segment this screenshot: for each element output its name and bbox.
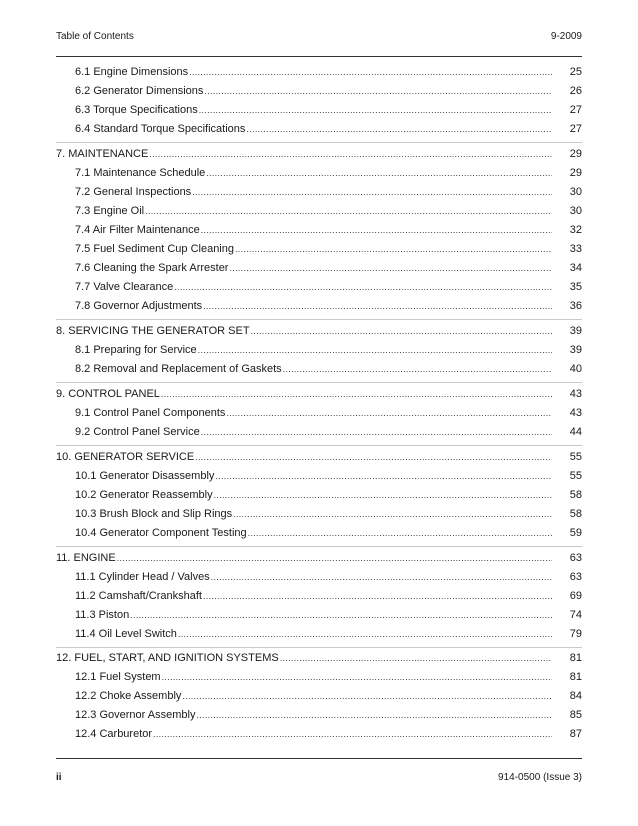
toc-entry-page: 27 [569,104,582,116]
toc-entry-title: 7.8 Governor Adjustments [75,300,203,312]
toc-leader [174,282,552,292]
toc-leader [145,206,552,216]
toc-entry-page: 74 [569,609,582,621]
toc-entry[interactable] [56,609,582,625]
toc-entry[interactable] [56,470,582,486]
toc-section-page: 63 [569,552,582,564]
toc-entry-page: 30 [569,205,582,217]
toc-leader [233,509,552,519]
toc-entry[interactable] [56,224,582,240]
toc-leader [246,124,552,134]
toc-entry-title: 12.1 Fuel System [75,671,161,683]
toc-leader [229,263,552,273]
section-divider [56,319,582,320]
toc-leader [130,610,552,620]
toc-entry[interactable] [56,508,582,524]
toc-entry-title: 10.4 Generator Component Testing [75,527,247,539]
toc-entry-title: 11.4 Oil Level Switch [75,628,177,640]
toc-section[interactable] [56,148,582,164]
toc-entry[interactable] [56,728,582,744]
toc-section-page: 29 [569,148,582,160]
toc-section[interactable] [56,652,582,668]
toc-entry[interactable] [56,590,582,606]
toc-entry-title: 12.2 Choke Assembly [75,690,182,702]
toc-entry-title: 7.7 Valve Clearance [75,281,174,293]
toc-entry-title: 10.3 Brush Block and Slip Rings [75,508,233,520]
toc-leader [195,452,552,462]
toc-entry[interactable] [56,262,582,278]
toc-entry-title: 6.2 Generator Dimensions [75,85,204,97]
toc-entry[interactable] [56,85,582,101]
header-rule [56,56,582,57]
toc-entry[interactable] [56,300,582,316]
page-number: ii [56,772,62,783]
toc-section-title: 12. FUEL, START, AND IGNITION SYSTEMS [56,652,279,664]
section-divider [56,546,582,547]
toc-entry-page: 27 [569,123,582,135]
toc-entry[interactable] [56,628,582,644]
toc-entry[interactable] [56,571,582,587]
toc-entry[interactable] [56,205,582,221]
section-divider [56,142,582,143]
toc-entry-page: 43 [569,407,582,419]
toc-leader [248,528,552,538]
toc-entry-title: 7.3 Engine Oil [75,205,145,217]
section-divider [56,647,582,648]
toc-entry[interactable] [56,426,582,442]
toc-leader [204,86,552,96]
toc-section-title: 11. ENGINE [56,552,116,564]
toc-entry-title: 8.2 Removal and Replacement of Gaskets [75,363,282,375]
toc-leader [235,244,552,254]
toc-entry-page: 63 [569,571,582,583]
toc-entry-page: 81 [569,671,582,683]
toc-entry-title: 6.4 Standard Torque Specifications [75,123,246,135]
toc-section[interactable] [56,552,582,568]
toc-entry-page: 35 [569,281,582,293]
toc-leader [206,168,552,178]
page-header [56,31,582,47]
toc-section-title: 10. GENERATOR SERVICE [56,451,195,463]
toc-entry-page: 39 [569,344,582,356]
toc-entry-title: 6.3 Torque Specifications [75,104,198,116]
toc-entry[interactable] [56,671,582,687]
toc-entry-page: 85 [569,709,582,721]
toc-leader [182,691,552,701]
toc-section[interactable] [56,325,582,341]
toc-leader [153,729,552,739]
toc-entry[interactable] [56,527,582,543]
toc-entry-page: 84 [569,690,582,702]
toc-leader [251,326,552,336]
toc-entry-title: 7.6 Cleaning the Spark Arrester [75,262,229,274]
toc-leader [199,105,552,115]
toc-entry-page: 58 [569,489,582,501]
toc-entry[interactable] [56,363,582,379]
toc-entry-page: 69 [569,590,582,602]
header-date: 9-2009 [550,31,582,42]
toc-entry[interactable] [56,281,582,297]
toc-entry[interactable] [56,489,582,505]
toc-entry-title: 11.2 Camshaft/Crankshaft [75,590,202,602]
toc-leader [192,187,552,197]
toc-entry-title: 12.4 Carburetor [75,728,153,740]
toc-entry[interactable] [56,186,582,202]
toc-leader [203,301,552,311]
toc-entry-title: 11.3 Piston [75,609,130,621]
toc-entry-title: 9.2 Control Panel Service [75,426,200,438]
toc-entry-page: 34 [569,262,582,274]
toc-entry-page: 25 [569,66,582,78]
document-number: 914-0500 (Issue 3) [498,772,582,783]
toc-entry[interactable] [56,407,582,423]
toc-entry-page: 59 [569,527,582,539]
toc-entry-title: 12.3 Governor Assembly [75,709,196,721]
toc-entry[interactable] [56,104,582,120]
toc-leader [198,345,552,355]
toc-leader [226,408,552,418]
toc-entry[interactable] [56,709,582,725]
toc-leader [178,629,552,639]
toc-leader [203,591,552,601]
toc-entry-title: 11.1 Cylinder Head / Valves [75,571,210,583]
toc-entry[interactable] [56,243,582,259]
toc-entry-page: 87 [569,728,582,740]
toc-section[interactable] [56,451,582,467]
toc-section-page: 55 [569,451,582,463]
toc-entry-page: 33 [569,243,582,255]
toc-entry-page: 44 [569,426,582,438]
footer-rule [56,758,582,759]
toc-leader [201,225,552,235]
toc-entry-page: 36 [569,300,582,312]
toc-section-title: 9. CONTROL PANEL [56,388,160,400]
toc-entry-title: 10.1 Generator Disassembly [75,470,215,482]
toc-leader [214,490,552,500]
toc-entry-title: 8.1 Preparing for Service [75,344,197,356]
toc-section-page: 39 [569,325,582,337]
toc-leader [149,149,552,159]
toc-leader [189,67,552,77]
section-divider [56,382,582,383]
toc-entry-title: 10.2 Generator Reassembly [75,489,213,501]
toc-section-page: 81 [569,652,582,664]
toc-section-title: 7. MAINTENANCE [56,148,149,160]
toc-entry[interactable] [56,123,582,139]
page-footer [56,772,582,788]
toc-entry-page: 30 [569,186,582,198]
toc-leader [211,572,552,582]
toc-section-title: 8. SERVICING THE GENERATOR SET [56,325,250,337]
toc-entry-page: 40 [569,363,582,375]
toc-leader [196,710,552,720]
toc-leader [161,389,552,399]
toc-entry-title: 7.2 General Inspections [75,186,192,198]
toc-section[interactable] [56,388,582,404]
toc-entry-title: 6.1 Engine Dimensions [75,66,189,78]
toc-entry-page: 29 [569,167,582,179]
toc-entry-page: 32 [569,224,582,236]
toc-entry[interactable] [56,167,582,183]
header-title: Table of Contents [56,31,134,42]
toc-entry-title: 9.1 Control Panel Components [75,407,226,419]
toc-entry-page: 26 [569,85,582,97]
toc-entry-page: 79 [569,628,582,640]
toc-entry-page: 55 [569,470,582,482]
toc-leader [162,672,552,682]
toc-entry[interactable] [56,344,582,360]
toc-entry-title: 7.1 Maintenance Schedule [75,167,206,179]
toc-entry-title: 7.5 Fuel Sediment Cup Cleaning [75,243,234,255]
toc-leader [117,553,552,563]
toc-entry[interactable] [56,690,582,706]
toc-leader [283,364,552,374]
toc-leader [215,471,552,481]
toc-entry[interactable] [56,66,582,82]
toc-section-page: 43 [569,388,582,400]
toc-entry-page: 58 [569,508,582,520]
section-divider [56,445,582,446]
toc-leader [201,427,552,437]
toc-entry-title: 7.4 Air Filter Maintenance [75,224,200,236]
toc-leader [280,653,552,663]
